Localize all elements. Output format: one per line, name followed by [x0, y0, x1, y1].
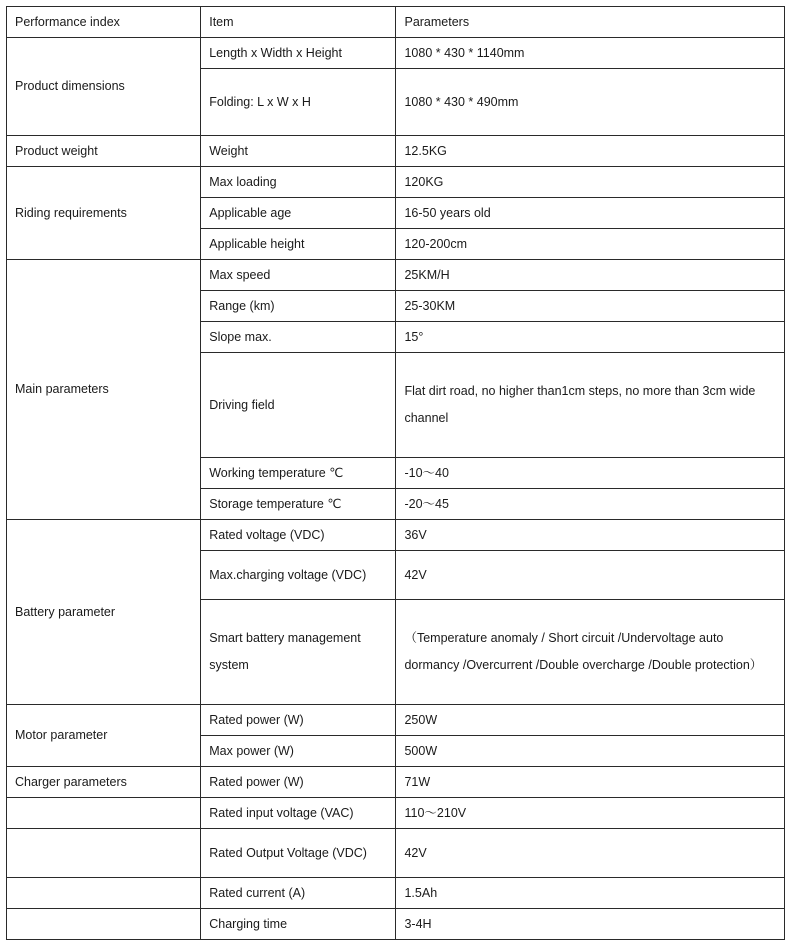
table-header-row: [7, 7, 785, 38]
category-cell: Product dimensions: [7, 38, 201, 136]
parameter-cell: 250W: [396, 705, 785, 736]
item-cell: Rated input voltage (VAC): [201, 798, 396, 829]
column-header: Parameters: [396, 7, 785, 38]
table-body: [7, 7, 785, 940]
item-cell: Charging time: [201, 909, 396, 940]
item-cell: Rated power (W): [201, 767, 396, 798]
parameter-cell: 16-50 years old: [396, 198, 785, 229]
table-row: [7, 520, 785, 551]
parameter-cell: 42V: [396, 551, 785, 600]
category-cell: [7, 798, 201, 829]
parameter-cell: -10～40: [396, 458, 785, 489]
item-cell: Weight: [201, 136, 396, 167]
parameter-cell: 36V: [396, 520, 785, 551]
parameter-cell: 12.5KG: [396, 136, 785, 167]
table-row: [7, 909, 785, 940]
item-cell: Max power (W): [201, 736, 396, 767]
table-row: [7, 798, 785, 829]
parameter-cell: 25KM/H: [396, 260, 785, 291]
table-row: [7, 136, 785, 167]
item-cell: Storage temperature ℃: [201, 489, 396, 520]
item-cell: Applicable height: [201, 229, 396, 260]
column-header: Performance index: [7, 7, 201, 38]
parameter-cell: 25-30KM: [396, 291, 785, 322]
parameter-cell: 15°: [396, 322, 785, 353]
table-row: [7, 167, 785, 198]
item-cell: Max speed: [201, 260, 396, 291]
item-cell: Rated voltage (VDC): [201, 520, 396, 551]
category-cell: [7, 909, 201, 940]
parameter-cell: Flat dirt road, no higher than1cm steps, no more than 3cm wide channel: [396, 353, 785, 458]
category-cell: [7, 829, 201, 878]
category-cell: [7, 878, 201, 909]
parameter-cell: 71W: [396, 767, 785, 798]
item-cell: Applicable age: [201, 198, 396, 229]
parameter-cell: 120-200cm: [396, 229, 785, 260]
item-cell: Rated current (A): [201, 878, 396, 909]
specification-table: [6, 6, 785, 940]
item-cell: Smart battery management system: [201, 600, 396, 705]
table-row: [7, 878, 785, 909]
category-cell: Riding requirements: [7, 167, 201, 260]
table-row: [7, 829, 785, 878]
parameter-cell: 1.5Ah: [396, 878, 785, 909]
item-cell: Max loading: [201, 167, 396, 198]
item-cell: Rated power (W): [201, 705, 396, 736]
parameter-cell: 500W: [396, 736, 785, 767]
parameter-cell: 1080 * 430 * 1140mm: [396, 38, 785, 69]
item-cell: Driving field: [201, 353, 396, 458]
category-cell: Product weight: [7, 136, 201, 167]
item-cell: Length x Width x Height: [201, 38, 396, 69]
parameter-cell: 42V: [396, 829, 785, 878]
parameter-cell: 120KG: [396, 167, 785, 198]
item-cell: Range (km): [201, 291, 396, 322]
table-row: [7, 260, 785, 291]
item-cell: Folding: L x W x H: [201, 69, 396, 136]
item-cell: Rated Output Voltage (VDC): [201, 829, 396, 878]
table-row: [7, 767, 785, 798]
item-cell: Working temperature ℃: [201, 458, 396, 489]
table-row: [7, 705, 785, 736]
item-cell: Max.charging voltage (VDC): [201, 551, 396, 600]
column-header: Item: [201, 7, 396, 38]
table-row: [7, 38, 785, 69]
parameter-cell: （Temperature anomaly / Short circuit /Undervoltage auto dormancy /Overcurrent /Double overcharge /Double protection）: [396, 600, 785, 705]
category-cell: Motor parameter: [7, 705, 201, 767]
category-cell: Charger parameters: [7, 767, 201, 798]
parameter-cell: 1080 * 430 * 490mm: [396, 69, 785, 136]
item-cell: Slope max.: [201, 322, 396, 353]
parameter-cell: 110～210V: [396, 798, 785, 829]
category-cell: Main parameters: [7, 260, 201, 520]
parameter-cell: -20～45: [396, 489, 785, 520]
category-cell: Battery parameter: [7, 520, 201, 705]
parameter-cell: 3-4H: [396, 909, 785, 940]
